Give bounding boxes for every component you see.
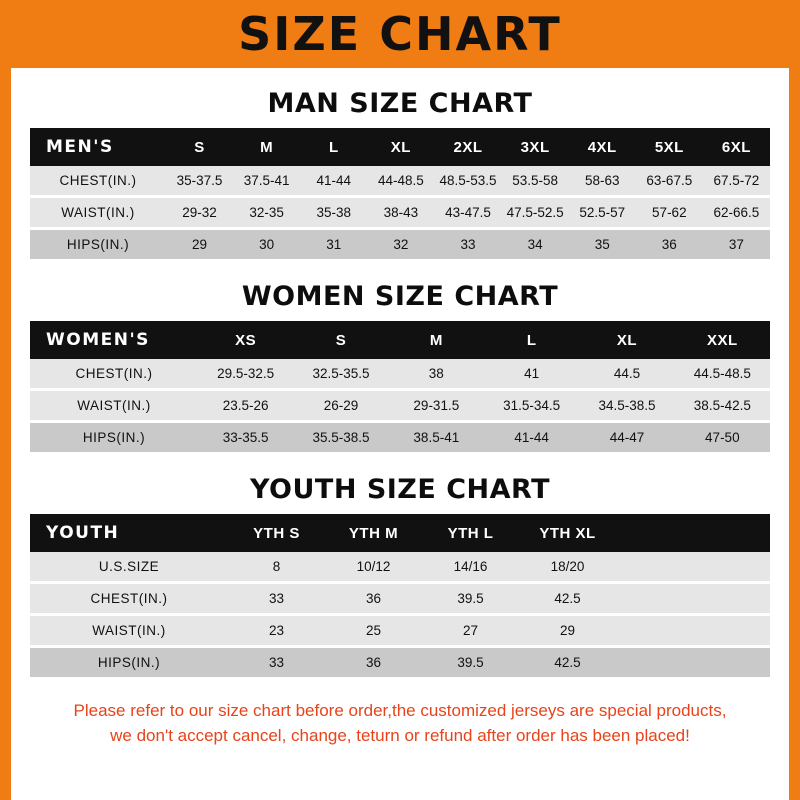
table-header-row: [30, 514, 770, 552]
cell: 35-37.5: [166, 166, 233, 195]
table-header-row: [30, 321, 770, 359]
cell: 35-38: [300, 198, 367, 227]
cell: 41-44: [484, 423, 579, 452]
table-row: [30, 616, 770, 645]
table-row: [30, 648, 770, 677]
footer-note-line-2: we don't accept cancel, change, teturn or refund after order has been placed!: [110, 725, 690, 745]
cell: 31: [300, 230, 367, 259]
page-title: SIZE CHART: [238, 7, 562, 61]
cell: 18/20: [519, 552, 616, 581]
cell: 57-62: [636, 198, 703, 227]
cell: 29-32: [166, 198, 233, 227]
cell: 38.5-41: [389, 423, 484, 452]
column-header: L: [328, 138, 339, 156]
cell: 33: [434, 230, 501, 259]
cell: 14/16: [422, 552, 519, 581]
column-header: 5XL: [654, 138, 684, 156]
footer-note-line-1: Please refer to our size chart before order,the customized jerseys are special products,: [73, 701, 727, 720]
footer-note: [11, 699, 789, 748]
youth-size-chart-table: [30, 514, 770, 677]
cell: 37: [703, 230, 770, 259]
column-header: YTH L: [447, 524, 494, 542]
column-header: XXL: [706, 331, 738, 349]
cell: 42.5: [519, 584, 616, 613]
cell: 32-35: [233, 198, 300, 227]
cell: 36: [325, 648, 422, 677]
column-header: XS: [235, 331, 257, 349]
column-header: M: [429, 331, 443, 349]
cell: 29: [519, 616, 616, 645]
column-header: 4XL: [587, 138, 617, 156]
row-label: CHEST(IN.): [30, 166, 166, 195]
cell: 30: [233, 230, 300, 259]
row-label: WAIST(IN.): [30, 198, 166, 227]
cell-spacer: [616, 648, 770, 677]
column-header: XL: [390, 138, 411, 156]
column-header: 6XL: [721, 138, 751, 156]
column-header: 2XL: [453, 138, 483, 156]
cell: 39.5: [422, 584, 519, 613]
table-row: [30, 391, 770, 420]
cell: 29.5-32.5: [198, 359, 293, 388]
column-header: YTH M: [348, 524, 399, 542]
cell: 38: [389, 359, 484, 388]
cell: 8: [228, 552, 325, 581]
cell: 44.5: [579, 359, 674, 388]
section-title-women: WOMEN SIZE CHART: [241, 281, 559, 312]
column-header-rowlabel: MEN'S: [46, 137, 114, 157]
cell: 52.5-57: [569, 198, 636, 227]
cell-spacer: [616, 552, 770, 581]
cell: 23: [228, 616, 325, 645]
cell: 23.5-26: [198, 391, 293, 420]
column-header: L: [526, 331, 537, 349]
column-header: XL: [616, 331, 638, 349]
table-row: [30, 359, 770, 388]
cell: 29: [166, 230, 233, 259]
cell: 42.5: [519, 648, 616, 677]
column-header: S: [194, 138, 205, 156]
cell: 39.5: [422, 648, 519, 677]
row-label: CHEST(IN.): [30, 359, 198, 388]
cell: 37.5-41: [233, 166, 300, 195]
banner: [11, 0, 789, 68]
section-title-youth: YOUTH SIZE CHART: [249, 474, 551, 505]
cell: 34: [502, 230, 569, 259]
table-row: [30, 230, 770, 259]
cell: 47.5-52.5: [502, 198, 569, 227]
cell-spacer: [616, 616, 770, 645]
cell: 44.5-48.5: [675, 359, 770, 388]
cell: 53.5-58: [502, 166, 569, 195]
column-header-rowlabel: YOUTH: [46, 523, 120, 543]
cell: 38.5-42.5: [675, 391, 770, 420]
cell: 32: [367, 230, 434, 259]
cell: 33: [228, 648, 325, 677]
column-header-rowlabel: WOMEN'S: [46, 330, 150, 350]
cell: 10/12: [325, 552, 422, 581]
row-label: WAIST(IN.): [30, 391, 198, 420]
row-label: WAIST(IN.): [30, 616, 228, 645]
women-size-chart-table: [30, 321, 770, 452]
table-row: [30, 552, 770, 581]
cell: 47-50: [675, 423, 770, 452]
column-header-spacer: [616, 514, 770, 552]
cell: 32.5-35.5: [293, 359, 388, 388]
cell: 26-29: [293, 391, 388, 420]
cell: 27: [422, 616, 519, 645]
column-header: S: [335, 331, 347, 349]
cell: 36: [325, 584, 422, 613]
column-header: 3XL: [520, 138, 550, 156]
cell: 44-47: [579, 423, 674, 452]
cell: 34.5-38.5: [579, 391, 674, 420]
table-row: [30, 584, 770, 613]
table-header-row: [30, 128, 770, 166]
cell: 58-63: [569, 166, 636, 195]
row-label: HIPS(IN.): [30, 230, 166, 259]
row-label: CHEST(IN.): [30, 584, 228, 613]
cell: 63-67.5: [636, 166, 703, 195]
column-header: YTH XL: [539, 524, 596, 542]
cell: 31.5-34.5: [484, 391, 579, 420]
cell: 62-66.5: [703, 198, 770, 227]
cell: 48.5-53.5: [434, 166, 501, 195]
cell: 44-48.5: [367, 166, 434, 195]
cell: 35: [569, 230, 636, 259]
cell: 35.5-38.5: [293, 423, 388, 452]
column-header: M: [260, 138, 274, 156]
row-label: U.S.SIZE: [30, 552, 228, 581]
row-label: HIPS(IN.): [30, 423, 198, 452]
cell: 41-44: [300, 166, 367, 195]
column-header: YTH S: [253, 524, 300, 542]
cell: 41: [484, 359, 579, 388]
table-row: [30, 423, 770, 452]
cell: 67.5-72: [703, 166, 770, 195]
cell: 43-47.5: [434, 198, 501, 227]
section-title-man: MAN SIZE CHART: [267, 88, 533, 119]
table-row: [30, 198, 770, 227]
table-row: [30, 166, 770, 195]
cell: 38-43: [367, 198, 434, 227]
cell-spacer: [616, 584, 770, 613]
cell: 33-35.5: [198, 423, 293, 452]
cell: 25: [325, 616, 422, 645]
cell: 33: [228, 584, 325, 613]
cell: 29-31.5: [389, 391, 484, 420]
man-size-chart-table: [30, 128, 770, 259]
row-label: HIPS(IN.): [30, 648, 228, 677]
cell: 36: [636, 230, 703, 259]
